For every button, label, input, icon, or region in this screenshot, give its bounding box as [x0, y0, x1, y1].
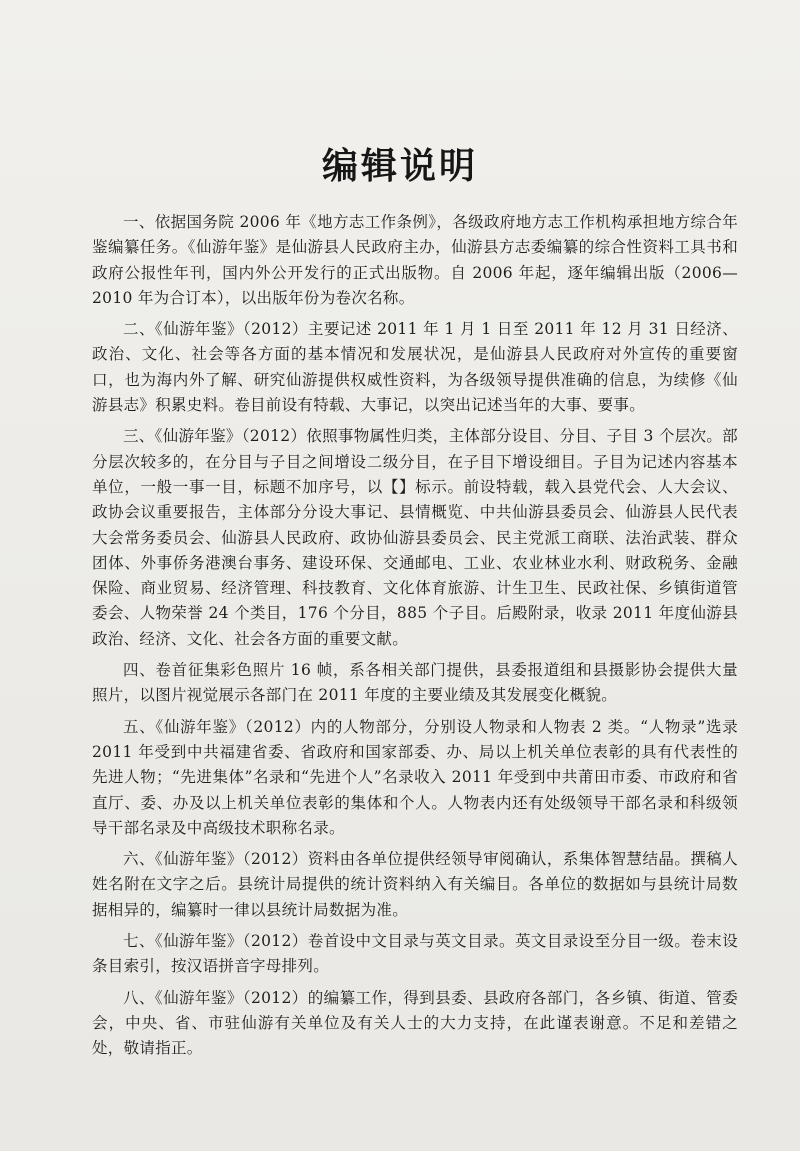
paragraph-8: 八、《仙游年鉴》（2012）的编纂工作，得到县委、县政府各部门，各乡镇、街道、管委会，中央、省、市驻仙游有关单位及有关人士的大力支持，在此谨表谢意。不足和差错之处，敬请指正。: [92, 988, 738, 1058]
paragraph-7: 七、《仙游年鉴》（2012）卷首设中文目录与英文目录。英文目录设至分目一级。卷末设条目索引，按汉语拼音字母排列。: [92, 932, 738, 976]
paragraph-2: 二、《仙游年鉴》（2012）主要记述 2011 年 1 月 1 日至 2011 年 12 月 31 日经济、政治、文化、社会等各方面的基本情况和发展状况，是仙游县人民政府对外宣传的重要窗口，也为海内外了解、研究仙游提供权威性资料，为各级领导提供准确的信息，为续修《仙游县志》积累史料。卷目前设有特载、大事记，以突出记述当年的大事、要事。: [92, 320, 738, 415]
paragraph-5: 五、《仙游年鉴》（2012）内的人物部分，分别设人物录和人物表 2 类。“人物录”选录 2011 年受到中共福建省委、省政府和国家部委、办、局以上机关单位表彰的具有代表性的先进人物；“先进集体”名录和“先进个人”名录收入 2011 年受到中共莆田市委、市政府和省直厅、委、办及以上机关单位表彰的集体和个人。人物表内还有处级领导干部名录和科级领导干部名录及中高级技术职称名录。: [92, 717, 738, 837]
document-body: [92, 210, 738, 1068]
paragraph-1: 一、依据国务院 2006 年《地方志工作条例》，各级政府地方志工作机构承担地方综合年鉴编纂任务。《仙游年鉴》是仙游县人民政府主办，仙游县方志委编纂的综合性资料工具书和政府公报性年刊，国内外公开发行的正式出版物。自 2006 年起，逐年编辑出版（2006—2010 年为合订本），以出版年份为卷次名称。: [92, 213, 738, 307]
page-title: 编辑说明: [321, 145, 478, 188]
paragraph-3: 三、《仙游年鉴》（2012）依照事物属性归类，主体部分设目、分目、子目 3 个层次。部分层次较多的，在分目与子目之间增设二级分目，在子目下增设细目。子目为记述内容基本单位，一般一事一目，标题不加序号，以【】标示。前设特载，载入县党代会、人大会议、政协会议重要报告，主体部分分设大事记、县情概览、中共仙游县委员会、仙游县人民代表大会常务委员会、仙游县人民政府、政协仙游县委员会、民主党派工商联、法治武装、群众团体、外事侨务港澳台事务、建设环保、交通邮电、工业、农业林业水利、财政税务、金融保险、商业贸易、经济管理、科技教育、文化体育旅游、计生卫生、民政社保、乡镇街道管委会、人物荣誉 24 个类目，176 个分目，885 个子目。后殿附录，收录 2011 年度仙游县政治、经济、文化、社会各方面的重要文献。: [92, 427, 738, 648]
paragraph-6: 六、《仙游年鉴》（2012）资料由各单位提供经领导审阅确认，系集体智慧结晶。撰稿人姓名附在文字之后。县统计局提供的统计资料纳入有关编目。各单位的数据如与县统计局数据相异的，编纂时一律以县统计局数据为准。: [92, 850, 738, 919]
paragraph-4: 四、卷首征集彩色照片 16 帧，系各相关部门提供，县委报道组和县摄影协会提供大量照片，以图片视觉展示各部门在 2011 年度的主要业绩及其发展变化概貌。: [92, 661, 738, 705]
